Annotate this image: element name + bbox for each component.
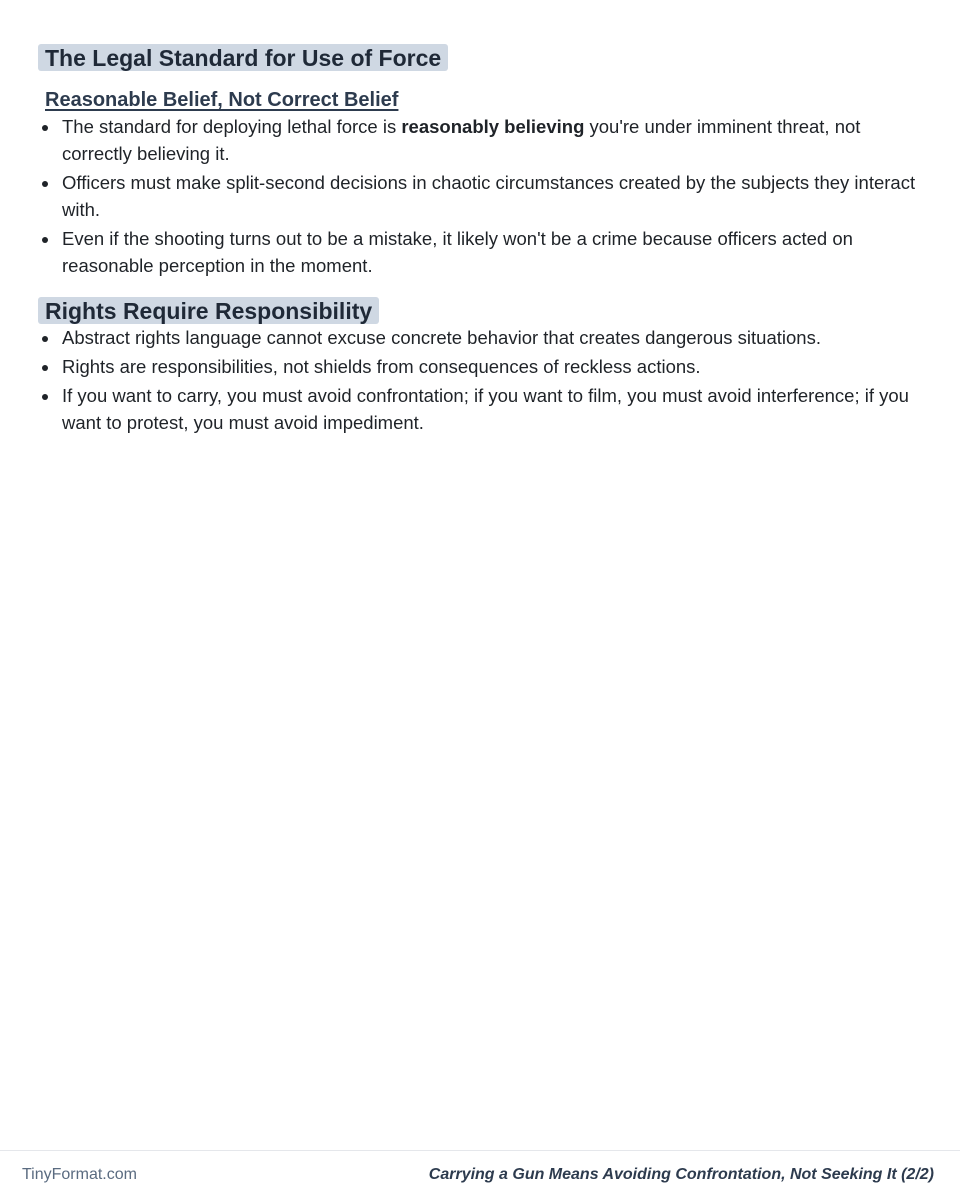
list-item: Abstract rights language cannot excuse concrete behavior that creates dangerous situations. [38, 324, 918, 351]
footer-site-link[interactable]: TinyFormat.com [22, 1166, 137, 1183]
bullet-text-bold: reasonably believing [401, 116, 585, 137]
list-item: Officers must make split-second decisions in chaotic circumstances created by the subjects they interact with. [38, 169, 918, 223]
footer-page-title: Carrying a Gun Means Avoiding Confrontation, Not Seeking It (2/2) [428, 1166, 934, 1183]
bullet-text-after: you're under imminent threat, not correctly believing it. [62, 116, 861, 164]
bullet-text-before: The standard for deploying lethal force is [62, 116, 402, 137]
bullet-list-legal-standard [38, 113, 918, 279]
list-item [38, 113, 918, 167]
list-item: If you want to carry, you must avoid confrontation; if you want to film, you must avoid interference; if you want to protest, you must avoid impediment. [38, 382, 918, 436]
section-heading-rights: Rights Require Responsibility [38, 297, 379, 324]
page-footer [0, 1150, 960, 1201]
list-item: Even if the shooting turns out to be a mistake, it likely won't be a crime because officers acted on reasonable perception in the moment. [38, 225, 918, 279]
section-heading-legal-standard: The Legal Standard for Use of Force [38, 44, 448, 71]
subheading-reasonable-belief: Reasonable Belief, Not Correct Belief [45, 89, 399, 111]
list-item: Rights are responsibilities, not shields from consequences of reckless actions. [38, 353, 918, 380]
document-body [38, 44, 918, 438]
section-rights [38, 297, 918, 436]
bullet-list-rights [38, 324, 918, 436]
